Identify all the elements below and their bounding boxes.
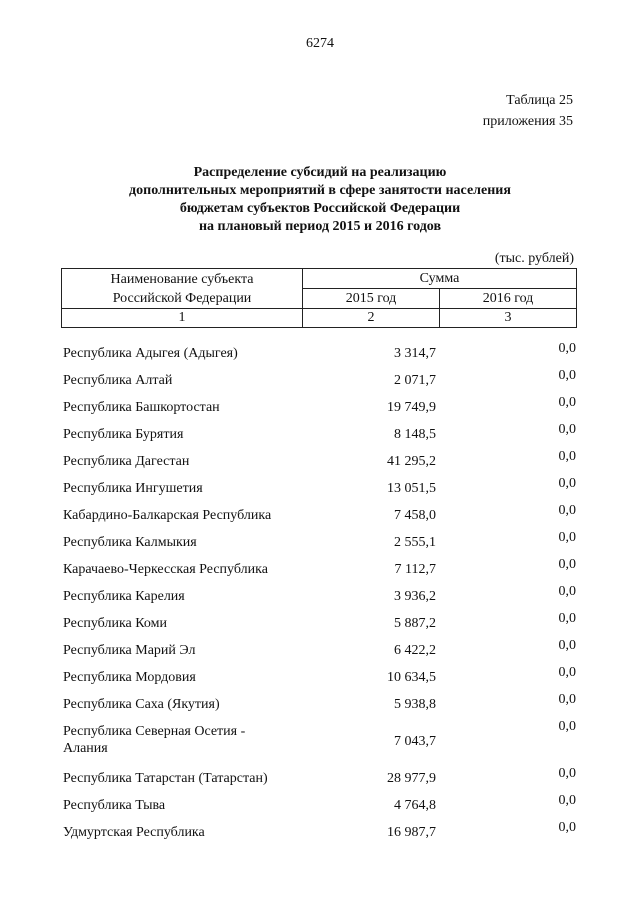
table-row xyxy=(63,423,578,450)
value-2016: 0,0 xyxy=(558,766,576,781)
appendix-number: приложения 35 xyxy=(482,114,573,129)
table-reference xyxy=(483,90,573,132)
table-number: Таблица 25 xyxy=(506,93,573,108)
value-2015: 10 634,5 xyxy=(387,670,436,685)
value-2016: 0,0 xyxy=(558,719,576,734)
region-name: Карачаево-Черкесская Республика xyxy=(63,562,268,577)
region-name: Республика Мордовия xyxy=(63,670,196,685)
value-2016: 0,0 xyxy=(558,665,576,680)
value-2016: 0,0 xyxy=(558,611,576,626)
value-2015: 41 295,2 xyxy=(387,454,436,469)
value-2016: 0,0 xyxy=(558,638,576,653)
value-2015: 7 112,7 xyxy=(394,562,436,577)
value-2016: 0,0 xyxy=(558,395,576,410)
value-2015: 7 458,0 xyxy=(394,508,436,523)
region-name: Республика Тыва xyxy=(63,798,166,813)
value-2016: 0,0 xyxy=(558,476,576,491)
value-2016: 0,0 xyxy=(558,557,576,572)
region-name: Кабардино-Балкарская Республика xyxy=(63,508,272,523)
column-number: 1 xyxy=(62,309,303,328)
title-line: на плановый период 2015 и 2016 годов xyxy=(198,219,442,234)
value-2015: 5 887,2 xyxy=(394,616,436,631)
region-name: Республика Бурятия xyxy=(63,427,184,442)
region-name: Республика Коми xyxy=(63,616,167,631)
region-name: Республика Северная Осетия - Алания xyxy=(63,724,246,756)
value-2015: 6 422,2 xyxy=(394,643,436,658)
column-number: 3 xyxy=(440,309,577,328)
region-name: Удмуртская Республика xyxy=(63,825,205,840)
value-2016: 0,0 xyxy=(558,793,576,808)
table-row xyxy=(63,396,578,423)
table-header xyxy=(61,268,577,328)
region-name: Республика Алтай xyxy=(63,373,173,388)
table-row xyxy=(63,821,578,848)
table-row xyxy=(63,342,578,369)
region-name: Республика Саха (Якутия) xyxy=(63,697,220,712)
value-2015: 16 987,7 xyxy=(387,825,436,840)
table-row xyxy=(63,585,578,612)
region-name: Республика Карелия xyxy=(63,589,185,604)
value-2015: 5 938,8 xyxy=(394,697,436,712)
table-row xyxy=(63,693,578,720)
document-title xyxy=(0,164,640,236)
year-2016-header: 2016 год xyxy=(440,289,577,309)
value-2015: 2 555,1 xyxy=(394,535,436,550)
column-number: 2 xyxy=(303,309,440,328)
value-2015: 28 977,9 xyxy=(387,771,436,786)
title-line: Распределение субсидий на реализацию xyxy=(193,165,447,180)
table-row xyxy=(63,720,578,767)
table-row xyxy=(63,531,578,558)
table-row xyxy=(63,767,578,794)
value-2016: 0,0 xyxy=(558,449,576,464)
region-name: Республика Ингушетия xyxy=(63,481,203,496)
value-2016: 0,0 xyxy=(558,692,576,707)
value-2016: 0,0 xyxy=(558,368,576,383)
region-name: Республика Дагестан xyxy=(63,454,190,469)
value-2015: 3 314,7 xyxy=(394,346,436,361)
value-2016: 0,0 xyxy=(558,530,576,545)
title-line: бюджетам субъектов Российской Федерации xyxy=(179,201,461,216)
title-line: дополнительных мероприятий в сфере занятости населения xyxy=(129,183,511,198)
name-header-line: Наименование субъекта xyxy=(110,271,254,287)
sum-header: Сумма xyxy=(303,269,577,289)
region-name: Республика Адыгея (Адыгея) xyxy=(63,346,238,361)
value-2016: 0,0 xyxy=(558,422,576,437)
value-2015: 8 148,5 xyxy=(394,427,436,442)
region-name: Республика Калмыкия xyxy=(63,535,197,550)
table-row xyxy=(63,612,578,639)
value-2015: 3 936,2 xyxy=(394,589,436,604)
value-2015: 19 749,9 xyxy=(387,400,436,415)
table-row xyxy=(63,794,578,821)
table-row xyxy=(63,477,578,504)
table-body xyxy=(63,342,578,848)
table-row xyxy=(63,504,578,531)
value-2016: 0,0 xyxy=(558,820,576,835)
page-number: 6274 xyxy=(306,36,334,51)
value-2015: 13 051,5 xyxy=(387,481,436,496)
region-name: Республика Татарстан (Татарстан) xyxy=(63,771,268,786)
value-2016: 0,0 xyxy=(558,341,576,356)
year-2015-header: 2015 год xyxy=(303,289,440,309)
name-header-line: Российской Федерации xyxy=(112,290,252,306)
value-2016: 0,0 xyxy=(558,503,576,518)
value-2015: 7 043,7 xyxy=(394,734,436,749)
name-column-header xyxy=(62,269,303,309)
value-2015: 2 071,7 xyxy=(394,373,436,388)
table-row xyxy=(63,450,578,477)
table-row xyxy=(63,369,578,396)
region-name: Республика Башкортостан xyxy=(63,400,220,415)
table-row xyxy=(63,666,578,693)
value-2016: 0,0 xyxy=(558,584,576,599)
table-row xyxy=(63,558,578,585)
table-row xyxy=(63,639,578,666)
value-2015: 4 764,8 xyxy=(394,798,436,813)
units-label: (тыс. рублей) xyxy=(494,251,574,266)
region-name: Республика Марий Эл xyxy=(63,643,196,658)
